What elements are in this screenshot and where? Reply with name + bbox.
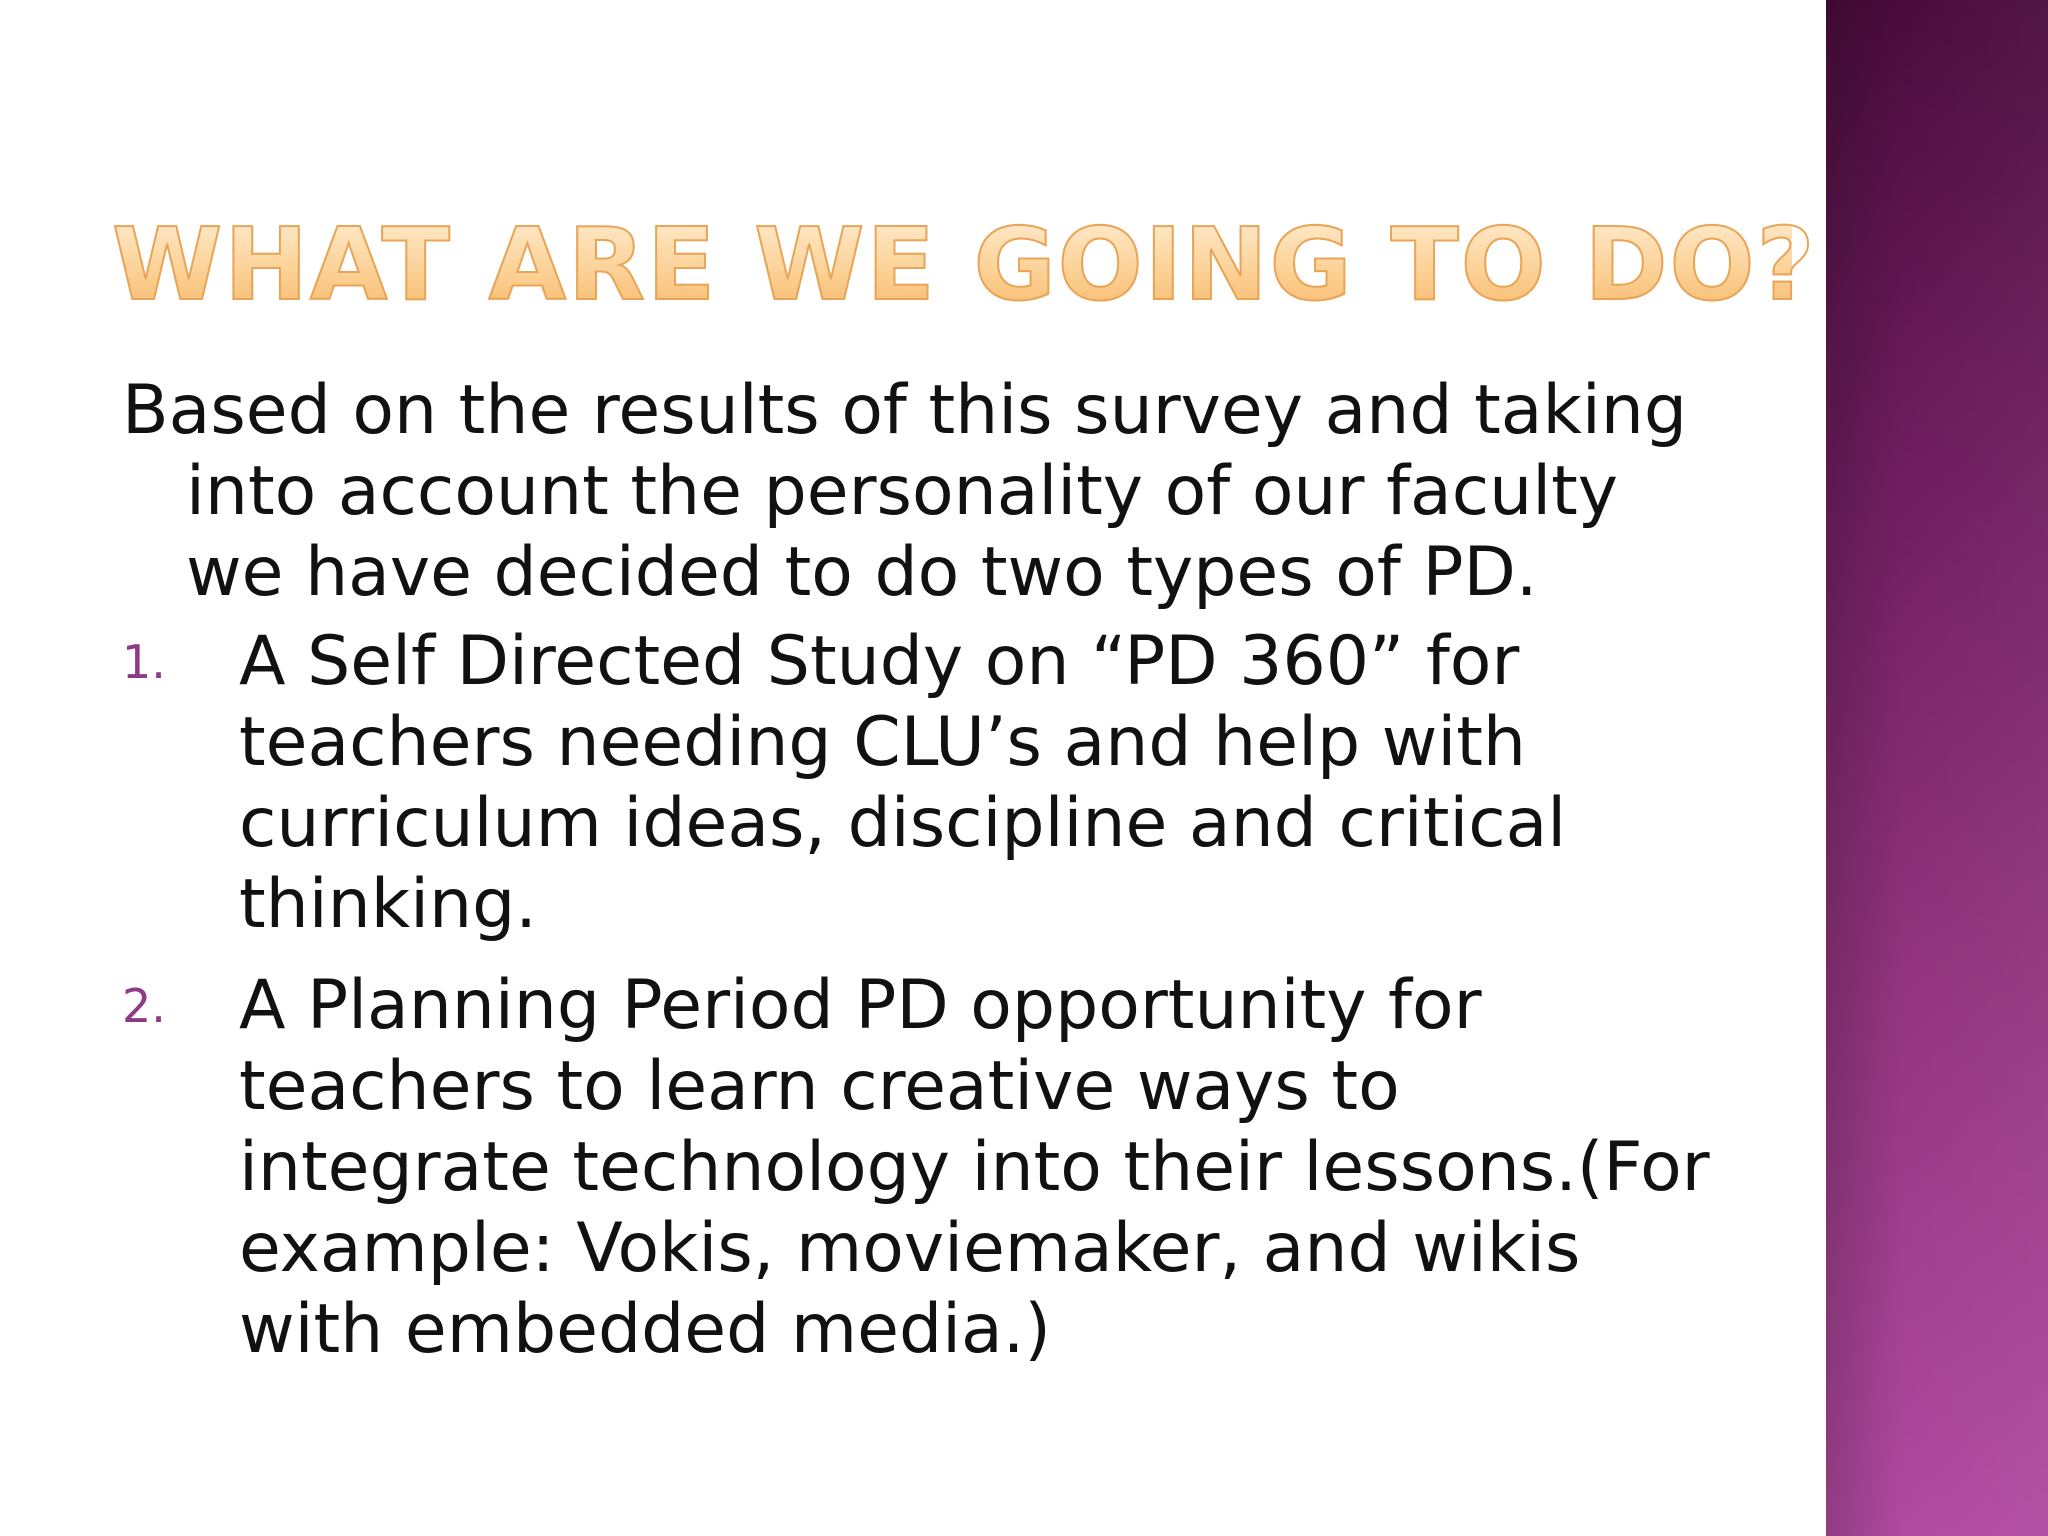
- list-item-number: 2.: [122, 979, 166, 1033]
- numbered-list: [122, 621, 1722, 1370]
- list-item-text: A Planning Period PD opportunity for teachers to learn creative ways to integrate technology into their lessons.(For example: Vokis, moviemaker, and wikis with embedded media.): [239, 966, 1710, 1369]
- list-item: [122, 965, 1722, 1370]
- list-item-number: 1.: [122, 635, 166, 689]
- list-item: [122, 621, 1722, 945]
- slide-title: WHAT ARE WE GOING TO DO?: [112, 200, 1792, 330]
- slide-body: [122, 370, 1722, 1390]
- intro-paragraph: Based on the results of this survey and taking into account the personality of our faculty we have decided to do two types of PD.: [122, 371, 1687, 612]
- list-item-text: A Self Directed Study on “PD 360” for teachers needing CLU’s and help with curriculum ideas, discipline and critical thinking.: [239, 622, 1567, 944]
- decorative-sidebar-band: [1826, 0, 2048, 1536]
